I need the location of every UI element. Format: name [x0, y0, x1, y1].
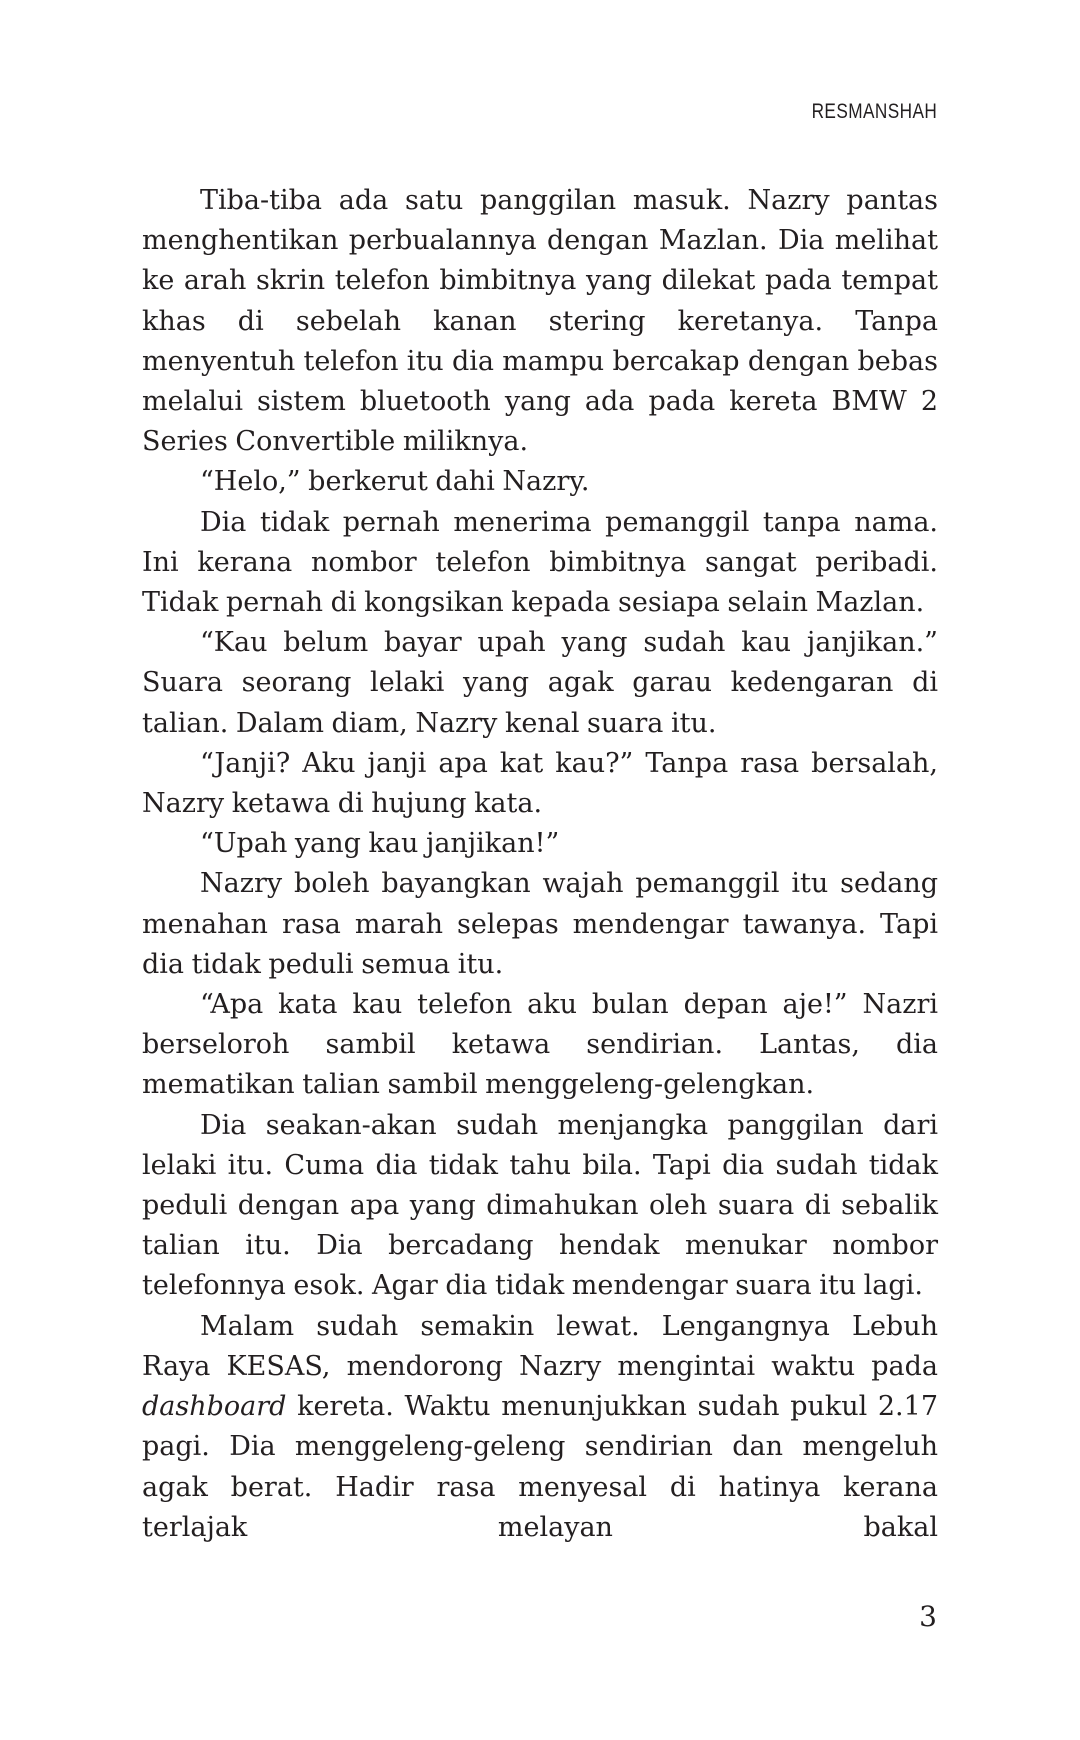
paragraph: Tiba-tiba ada satu panggilan masuk. Nazry pantas menghentikan perbualannya dengan Mazlan. Dia melihat ke arah skrin telefon bimbitnya yang dilekat pada tempat khas di sebelah kanan stering keretanya. Tanpa menyentuh telefon itu dia mampu bercakap dengan bebas melalui sistem bluetooth yang ada pada kereta BMW 2 Series Convertible miliknya.: [142, 185, 938, 458]
paragraph: Dia seakan-akan sudah menjangka panggilan dari lelaki itu. Cuma dia tidak tahu bila. Tapi dia sudah tidak peduli dengan apa yang dimahukan oleh suara di sebalik talian itu. Dia bercadang hendak menukar nombor telefonnya esok. Agar dia tidak mendengar suara itu lagi.: [142, 1109, 938, 1302]
page-number: 3: [919, 1600, 937, 1633]
paragraph: Nazry boleh bayangkan wajah pemanggil itu sedang menahan rasa marah selepas mendengar tawanya. Tapi dia tidak peduli semua itu.: [142, 868, 938, 980]
paragraph: “Janji? Aku janji apa kat kau?” Tanpa rasa bersalah, Nazry ketawa di hujung kata.: [142, 747, 938, 820]
paragraph: Dia tidak pernah menerima pemanggil tanpa nama. Ini kerana nombor telefon bimbitnya sangat peribadi. Tidak pernah di kongsikan kepada sesiapa selain Mazlan.: [142, 506, 938, 619]
body-text: [142, 181, 938, 1548]
paragraph: “Upah yang kau janjikan!”: [200, 828, 560, 860]
paragraph: “Apa kata kau telefon aku bulan depan aje!” Nazri berseloroh sambil ketawa sendirian. Lantas, dia mematikan talian sambil menggeleng-gelengkan.: [142, 989, 938, 1101]
italic-term: dashboard: [142, 1391, 287, 1423]
running-header: RESMANSHAH: [811, 100, 937, 123]
paragraph: “Kau belum bayar upah yang sudah kau janjikan.” Suara seorang lelaki yang agak garau kedengaran di talian. Dalam diam, Nazry kenal suara itu.: [142, 627, 938, 739]
paragraph-text-start: Malam sudah semakin lewat. Lengangnya Lebuh Raya KESAS, mendorong Nazry mengintai waktu pada: [142, 1310, 938, 1382]
paragraph-text-end: kereta. Waktu menunjukkan sudah pukul 2.17 pagi. Dia menggeleng-geleng sendirian dan mengeluh agak berat. Hadir rasa menyesal di hatinya kerana terlajak melayan bakal: [142, 1391, 938, 1543]
paragraph-continued: [142, 1307, 938, 1548]
paragraph: “Helo,” berkerut dahi Nazry.: [200, 466, 590, 498]
